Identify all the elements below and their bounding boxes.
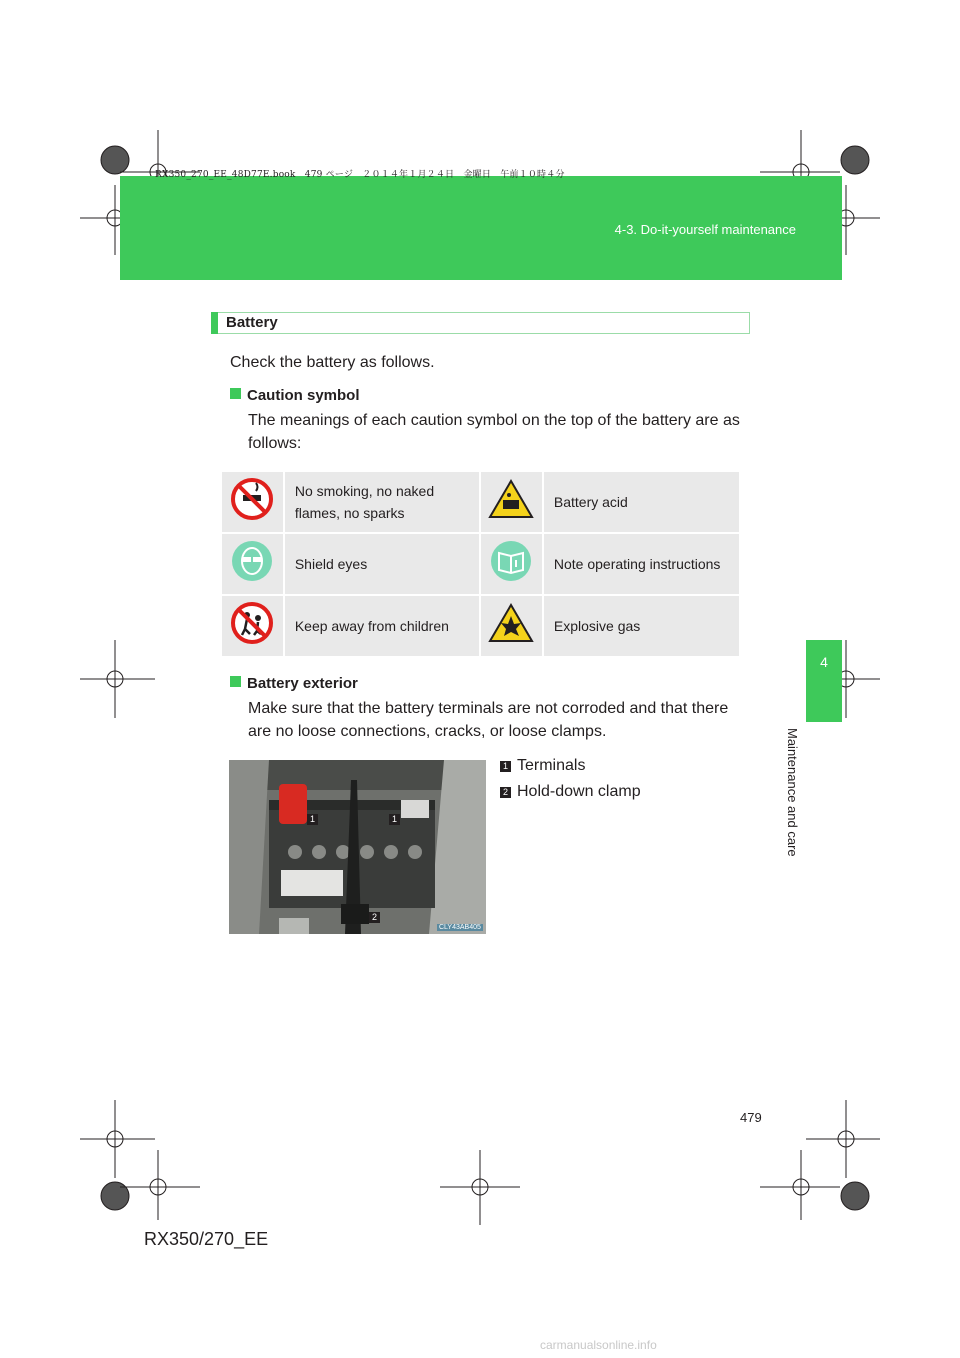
legend-number: 2	[500, 787, 511, 798]
page-number: 479	[740, 1110, 762, 1125]
symbol-label: Shield eyes	[284, 533, 480, 595]
bullet-square	[230, 388, 241, 399]
figure-code: CLY43AB405	[439, 924, 481, 931]
exterior-text: Make sure that the battery terminals are not corroded and that there are no loose connections, cracks, or loose clamps.	[248, 700, 729, 740]
breadcrumb: 4-3. Do-it-yourself maintenance	[614, 222, 796, 237]
chapter-label-text: Maintenance and care	[785, 728, 800, 857]
symbol-label: Explosive gas	[543, 595, 740, 657]
callout-badge: 2	[369, 912, 380, 923]
intro-text: Check the battery as follows.	[230, 354, 435, 371]
legend-item	[500, 783, 641, 801]
symbol-cell	[480, 533, 543, 595]
callout-1	[307, 810, 324, 828]
callout-1	[389, 810, 406, 828]
table-row	[221, 533, 740, 595]
legend-label: Terminals	[517, 757, 586, 774]
section-title: Battery	[226, 314, 278, 331]
bullet-square	[230, 676, 241, 687]
symbol-cell	[221, 533, 284, 595]
no-smoking-icon	[230, 477, 274, 521]
symbol-cell	[480, 471, 543, 533]
watermark: carmanualsonline.info	[540, 1338, 657, 1352]
symbol-label: Note operating instructions	[543, 533, 740, 595]
chapter-number: 4	[820, 654, 828, 670]
footer-model: RX350/270_EE	[144, 1229, 269, 1249]
exterior-heading-text: Battery exterior	[247, 675, 358, 692]
symbol-cell	[221, 471, 284, 533]
caution-heading	[230, 384, 360, 407]
symbol-label: Battery acid	[543, 471, 740, 533]
legend-item	[500, 757, 585, 775]
callout-badge: 1	[307, 814, 318, 825]
legend-label: Hold-down clamp	[517, 783, 641, 800]
shield-eyes-icon	[230, 539, 274, 583]
battery-acid-icon	[488, 478, 534, 520]
chapter-label	[784, 728, 804, 878]
section-bar	[211, 312, 750, 334]
chapter-tab	[806, 640, 842, 722]
explosive-gas-icon	[488, 602, 534, 644]
operating-instructions-icon	[489, 539, 533, 583]
keep-away-children-icon	[230, 601, 274, 645]
symbol-cell	[221, 595, 284, 657]
section-marker	[211, 312, 218, 334]
print-line: RX350_270_EE_48D77E.book 479 ページ ２０１４年１月２４日 金曜日 午前１０時４分	[155, 170, 565, 180]
symbol-cell	[480, 595, 543, 657]
legend-number: 1	[500, 761, 511, 772]
symbol-label: Keep away from children	[284, 595, 480, 657]
caution-heading-text: Caution symbol	[247, 387, 360, 404]
caution-symbols-table	[220, 470, 741, 658]
exterior-heading	[230, 672, 358, 695]
callout-2	[369, 908, 386, 926]
caution-text: The meanings of each caution symbol on the top of the battery are as follows:	[248, 412, 740, 452]
table-row	[221, 471, 740, 533]
symbol-label: No smoking, no naked flames, no sparks	[284, 471, 480, 533]
table-row	[221, 595, 740, 657]
battery-photo	[229, 760, 486, 934]
callout-badge: 1	[389, 814, 400, 825]
